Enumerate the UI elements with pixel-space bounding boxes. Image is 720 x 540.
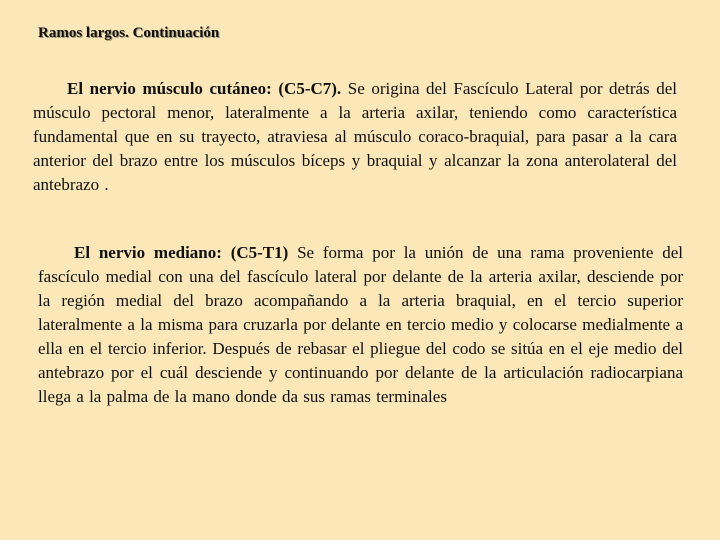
paragraph-median-nerve (38, 241, 683, 409)
slide-title: Ramos largos. Continuación (38, 25, 220, 41)
paragraph-body: Se forma por la unión de una rama proveniente del fascículo medial con una del fascículo lateral por delante de la arteria axilar, desciende por la región medial del brazo acompañando a la arteria braquial, en el tercio superior lateralmente a la misma para cruzarla por delante en tercio medio y colocarse medialmente a ella en el tercio inferior. Después de rebasar el pliegue del codo se sitúa en el eje medio del antebrazo por el cuál desciende y continuando por delante de la articulación radiocarpiana llega a la palma de la mano donde da sus ramas terminales (38, 243, 683, 406)
paragraph-lead: El nervio músculo cutáneo: (C5-C7). (67, 79, 342, 98)
paragraph-musculocutaneous-nerve (33, 77, 677, 197)
paragraph-lead: El nervio mediano: (C5-T1) (74, 243, 289, 262)
paragraph-body: Se origina del Fascículo Lateral por detrás del músculo pectoral menor, lateralmente a la arteria axilar, teniendo como característica fundamental que en su trayecto, atraviesa al músculo coraco-braquial, para pasar a la cara anterior del brazo entre los músculos bíceps y braquial y alcanzar la zona anterolateral del antebrazo . (33, 79, 677, 194)
